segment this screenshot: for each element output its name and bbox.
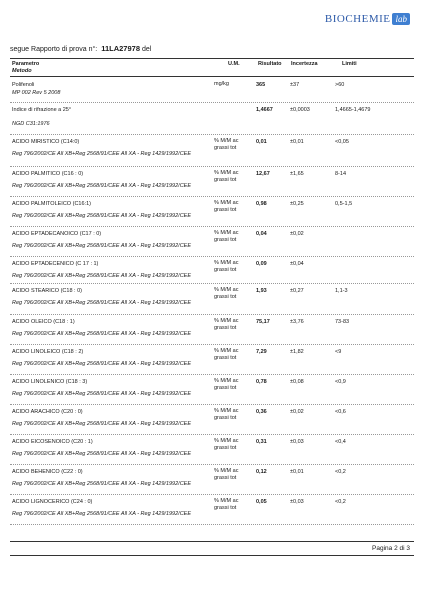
header-limiti: Limiti xyxy=(342,61,357,67)
page-number: Pagina 2 di 3 xyxy=(372,545,410,552)
row-um: % M/M ac grassi tot xyxy=(214,348,239,361)
row-param: ACIDO MIRISTICO (C14:0) xyxy=(12,139,80,145)
row-result: 0,04 xyxy=(256,231,267,237)
report-prefix: segue Rapporto di prova n°: xyxy=(10,46,98,53)
row-uncertainty: ±0,03 xyxy=(290,439,304,445)
row-uncertainty: ±0,01 xyxy=(290,469,304,475)
row-method: NGD C31:1976 xyxy=(12,121,50,127)
row-limits: 73-83 xyxy=(335,319,350,325)
row-result: 365 xyxy=(256,82,266,88)
row-um: mg/kg xyxy=(214,81,229,87)
header-parametro: Parametro xyxy=(12,61,40,67)
row-method: Reg 796/2002/CE All XB+Reg 2568/91/CEE All XA - Reg 1429/1992/CEE xyxy=(12,243,192,249)
row-method: Reg 796/2002/CE All XB+Reg 2568/91/CEE All XA - Reg 1429/1992/CEE xyxy=(12,331,192,337)
page-footer xyxy=(10,541,414,556)
row-result: 1,93 xyxy=(256,288,267,294)
row-param: ACIDO PALMITOLEICO (C16:1) xyxy=(12,201,91,207)
row-limits: <0,6 xyxy=(335,409,346,415)
row-um: % M/M ac grassi tot xyxy=(214,287,239,300)
header-risultato: Risultato xyxy=(258,61,282,67)
row-uncertainty: ±0,08 xyxy=(290,379,304,385)
row-param: ACIDO OLEICO (C18 : 1) xyxy=(12,319,75,325)
row-um: % M/M ac grassi tot xyxy=(214,408,239,421)
row-uncertainty: ±0,02 xyxy=(290,409,304,415)
report-number: 11LA27978 xyxy=(101,44,140,53)
row-method: Reg 796/2002/CE All XB+Reg 2568/91/CEE All XA - Reg 1429/1992/CEE xyxy=(12,151,192,157)
row-limits: <0,2 xyxy=(335,499,346,505)
row-result: 0,31 xyxy=(256,439,267,445)
row-param: Polifenoli xyxy=(12,82,35,88)
row-uncertainty: ±0,25 xyxy=(290,201,304,207)
row-limits: >60 xyxy=(335,82,345,88)
table-row xyxy=(10,226,414,257)
row-method: Reg 796/2002/CE All XB+Reg 2568/91/CEE All XA - Reg 1429/1992/CEE xyxy=(12,300,192,306)
row-method: Reg 796/2002/CE All XB+Reg 2568/91/CEE All XA - Reg 1429/1992/CEE xyxy=(12,273,192,279)
row-param: ACIDO EPTADECANOICO (C17 : 0) xyxy=(12,231,102,237)
row-um: % M/M ac grassi tot xyxy=(214,318,239,331)
row-limits: <0,9 xyxy=(335,379,346,385)
header-metodo: Metodo xyxy=(12,68,32,74)
row-um: % M/M ac grassi tot xyxy=(214,260,239,273)
table-row xyxy=(10,494,414,525)
row-uncertainty: ±0,04 xyxy=(290,261,304,267)
table-row xyxy=(10,283,414,315)
row-uncertainty: ±1,82 xyxy=(290,349,304,355)
row-result: 12,67 xyxy=(256,171,270,177)
row-method: Reg 796/2002/CE All XB+Reg 2568/91/CEE All XA - Reg 1429/1992/CEE xyxy=(12,361,192,367)
row-um: % M/M ac grassi tot xyxy=(214,230,239,243)
row-result: 0,98 xyxy=(256,201,267,207)
row-param: ACIDO LINOLENICO (C18 : 3) xyxy=(12,379,88,385)
row-um: % M/M ac grassi tot xyxy=(214,138,239,151)
row-param: Indice di rifrazione a 25° xyxy=(12,107,72,113)
row-uncertainty: ±0,01 xyxy=(290,139,304,145)
table-row xyxy=(10,374,414,405)
table-row xyxy=(10,134,414,167)
table-row xyxy=(10,434,414,465)
row-method: Reg 796/2002/CE All XB+Reg 2568/91/CEE All XA - Reg 1429/1992/CEE xyxy=(12,391,192,397)
row-limits: 0,5-1,5 xyxy=(335,201,353,207)
row-uncertainty: ±3,76 xyxy=(290,319,304,325)
row-um: % M/M ac grassi tot xyxy=(214,378,239,391)
row-method: Reg 796/2002/CE All XB+Reg 2568/91/CEE All XA - Reg 1429/1992/CEE xyxy=(12,183,192,189)
row-uncertainty: ±0,0003 xyxy=(290,107,310,113)
table-row xyxy=(10,314,414,345)
row-method: Reg 796/2002/CE All XB+Reg 2568/91/CEE All XA - Reg 1429/1992/CEE xyxy=(12,481,192,487)
row-param: ACIDO EICOSENOICO (C20 : 1) xyxy=(12,439,93,445)
row-result: 7,29 xyxy=(256,349,267,355)
logo-text: BIOCHEMIE xyxy=(324,13,391,25)
row-uncertainty: ±1,65 xyxy=(290,171,304,177)
header-incertezza: Incertezza xyxy=(291,61,318,67)
report-reference xyxy=(10,44,151,53)
logo-lab-badge: lab xyxy=(392,13,410,25)
row-method: MP 002 Rev 5 2008 xyxy=(12,90,61,96)
table-row xyxy=(10,166,414,197)
row-limits: <0,4 xyxy=(335,439,346,445)
row-param: ACIDO PALMITICO (C16 : 0) xyxy=(12,171,84,177)
row-method: Reg 796/2002/CE All XB+Reg 2568/91/CEE All XA - Reg 1429/1992/CEE xyxy=(12,451,192,457)
company-logo xyxy=(325,12,410,26)
table-row xyxy=(10,464,414,495)
table-row xyxy=(10,404,414,435)
row-um: % M/M ac grassi tot xyxy=(214,438,239,451)
table-row xyxy=(10,77,414,103)
row-um: % M/M ac grassi tot xyxy=(214,498,239,511)
row-uncertainty: ±37 xyxy=(290,82,300,88)
row-limits: <9 xyxy=(335,349,342,355)
row-limits: <0,2 xyxy=(335,469,346,475)
row-result: 0,01 xyxy=(256,139,267,145)
row-param: ACIDO LIGNOCERICO (C24 : 0) xyxy=(12,499,93,505)
row-limits: 1,4665-1,4679 xyxy=(335,107,371,113)
row-um: % M/M ac grassi tot xyxy=(214,170,239,183)
row-result: 0,36 xyxy=(256,409,267,415)
row-param: ACIDO EPTADECENICO (C 17 : 1) xyxy=(12,261,99,267)
table-row xyxy=(10,344,414,375)
row-um: % M/M ac grassi tot xyxy=(214,200,239,213)
row-result: 75,17 xyxy=(256,319,270,325)
row-result: 0,12 xyxy=(256,469,267,475)
row-um: % M/M ac grassi tot xyxy=(214,468,239,481)
row-result: 0,78 xyxy=(256,379,267,385)
header-um: U.M. xyxy=(228,61,240,67)
table-row xyxy=(10,102,414,135)
row-param: ACIDO ARACHICO (C20 : 0) xyxy=(12,409,83,415)
row-param: ACIDO STEARICO (C18 : 0) xyxy=(12,288,82,294)
row-result: 0,09 xyxy=(256,261,267,267)
row-uncertainty: ±0,03 xyxy=(290,499,304,505)
table-header xyxy=(10,58,414,77)
row-method: Reg 796/2002/CE All XB+Reg 2568/91/CEE All XA - Reg 1429/1992/CEE xyxy=(12,421,192,427)
row-method: Reg 796/2002/CE All XB+Reg 2568/91/CEE All XA - Reg 1429/1992/CEE xyxy=(12,213,192,219)
row-param: ACIDO LINOLEICO (C18 : 2) xyxy=(12,349,84,355)
row-uncertainty: ±0,27 xyxy=(290,288,304,294)
row-param: ACIDO BEHENICO (C22 : 0) xyxy=(12,469,83,475)
row-method: Reg 796/2002/CE All XB+Reg 2568/91/CEE All XA - Reg 1429/1992/CEE xyxy=(12,511,192,517)
row-uncertainty: ±0,02 xyxy=(290,231,304,237)
table-row xyxy=(10,256,414,284)
row-limits: <0,05 xyxy=(335,139,349,145)
table-row xyxy=(10,196,414,227)
row-result: 0,05 xyxy=(256,499,267,505)
row-result: 1,4667 xyxy=(256,107,273,113)
report-suffix: del xyxy=(141,46,152,53)
row-limits: 8-14 xyxy=(335,171,347,177)
row-limits: 1,1-3 xyxy=(335,288,348,294)
